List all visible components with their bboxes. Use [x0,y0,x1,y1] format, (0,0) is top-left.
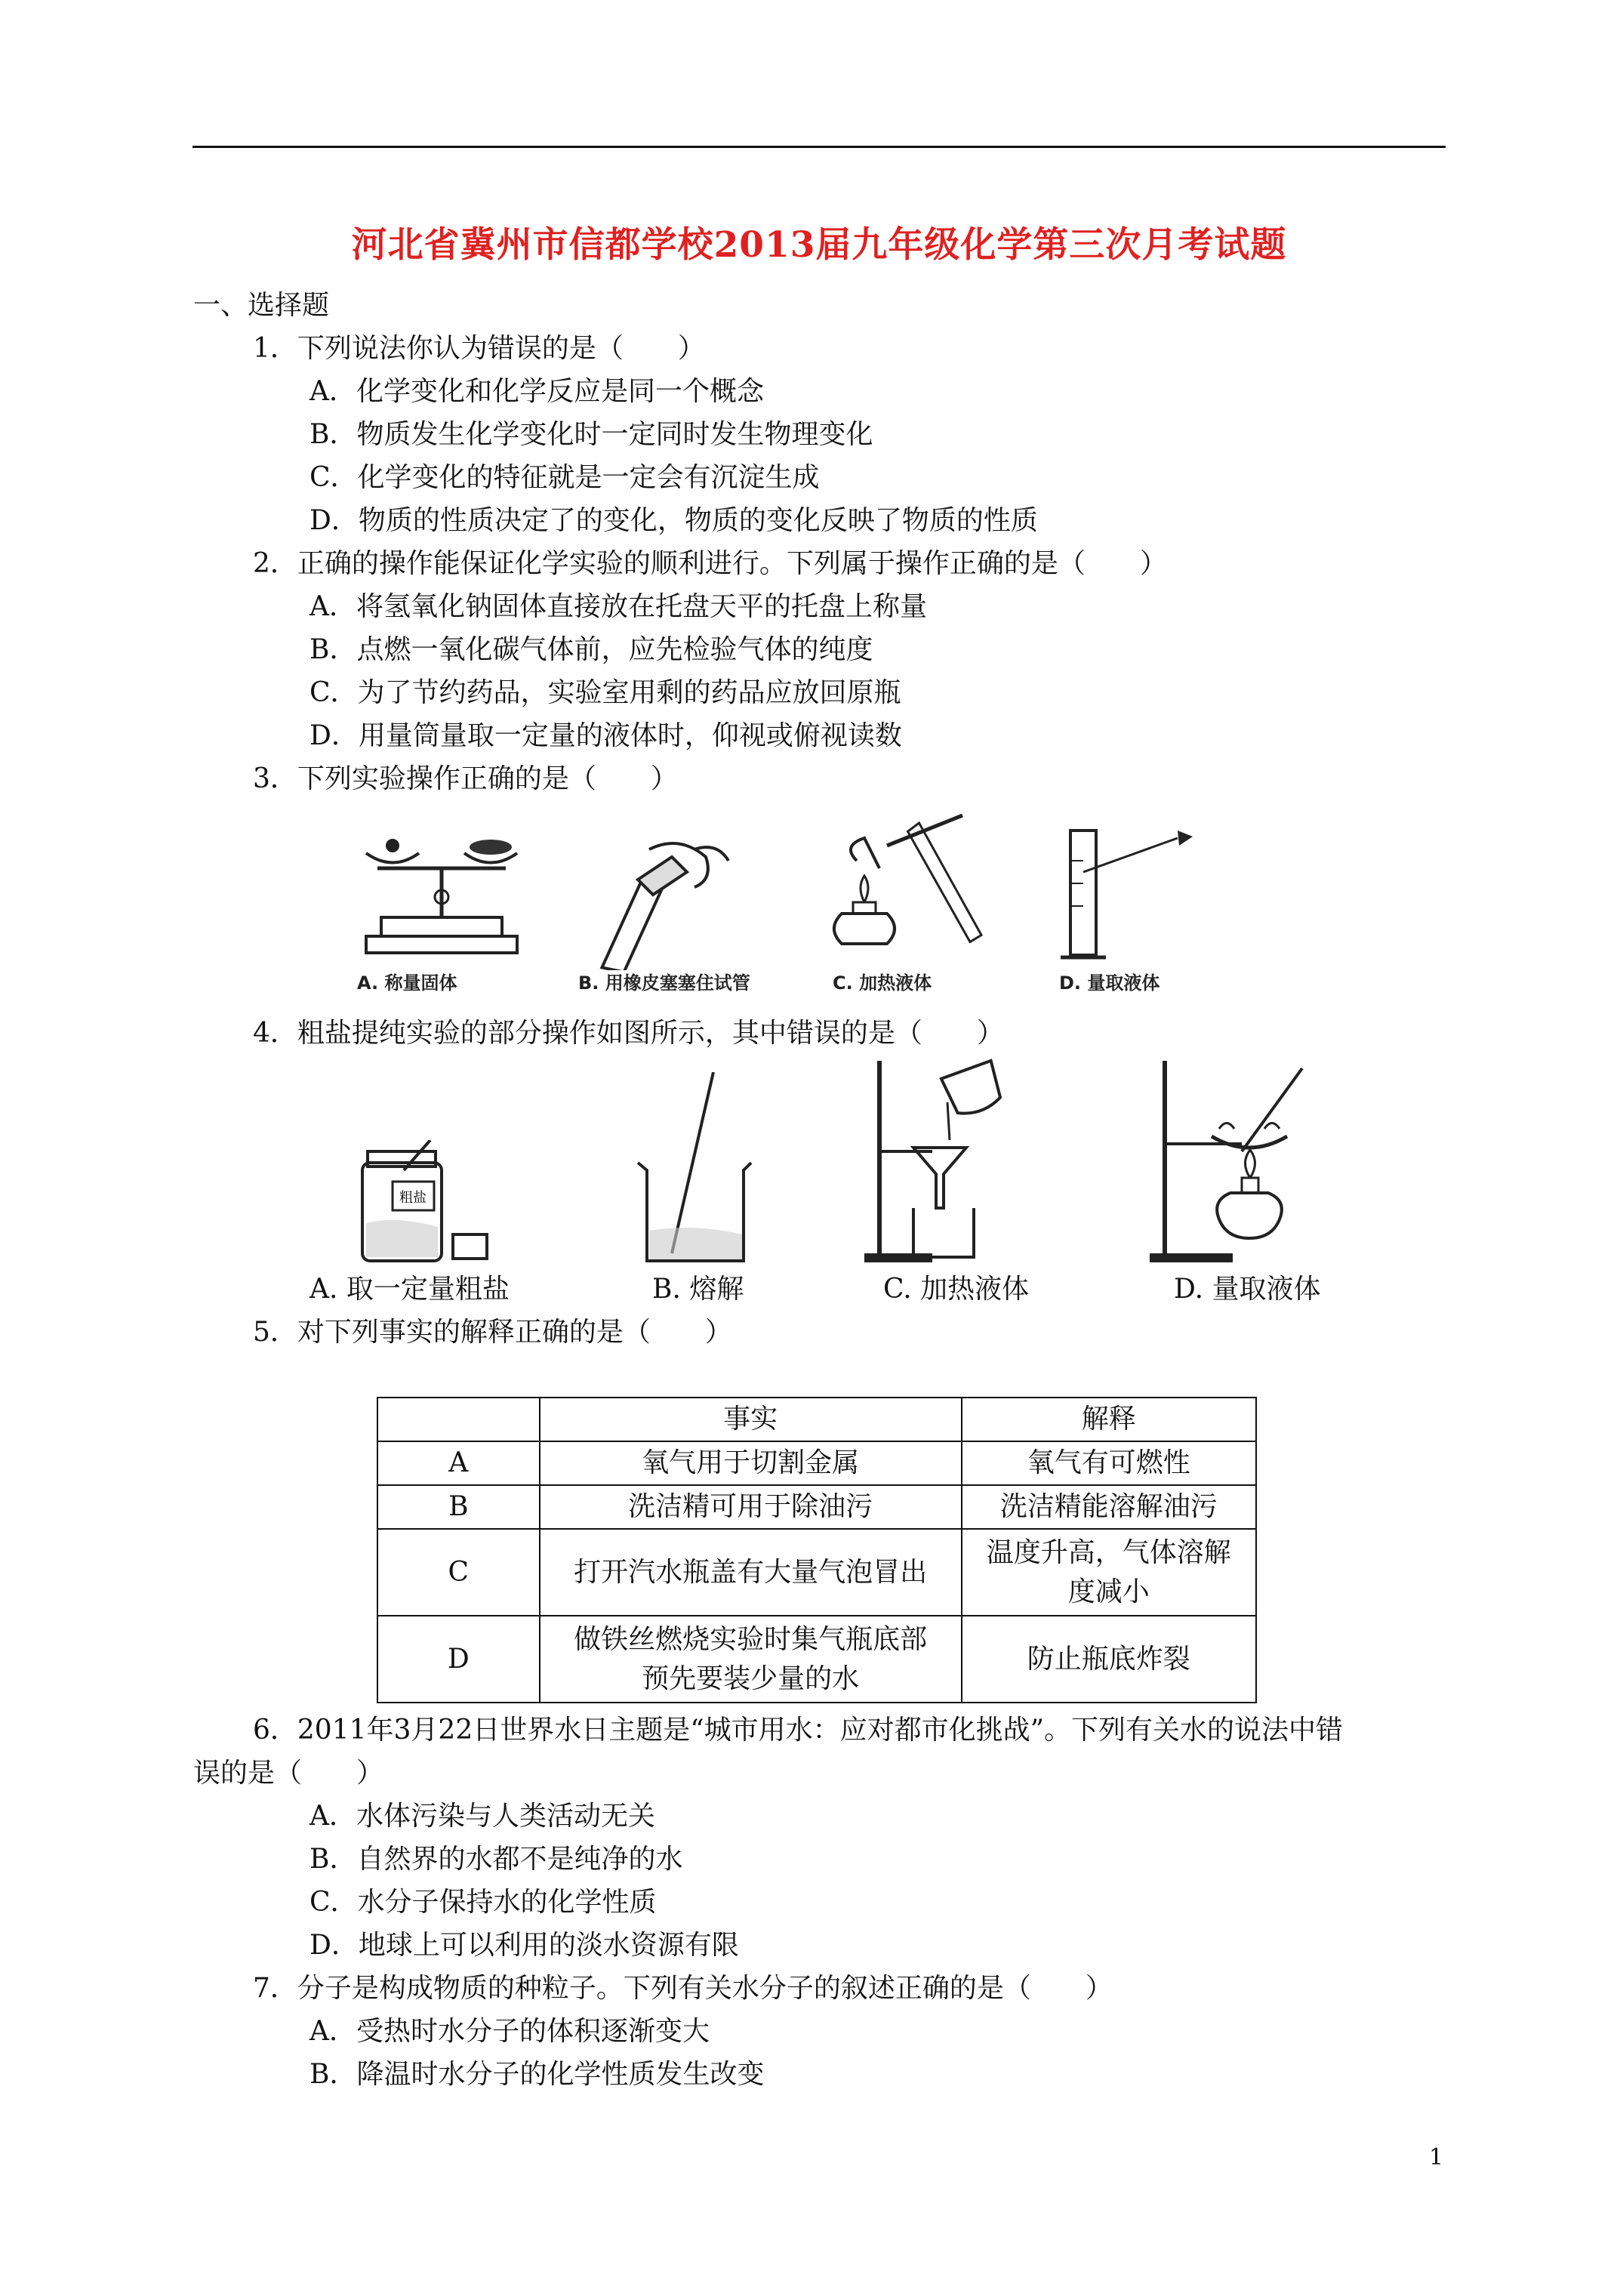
q3-caption-c: C. 加热液体 [833,972,932,994]
heating-liquid-illustration [812,800,993,970]
table-cell: C [377,1529,540,1616]
q3-figure-heating [812,800,993,970]
question-6-option-a: A．水体污染与人类活动无关 [310,1801,655,1832]
question-2-option-b: B．点燃一氧化碳气体前，应先检验气体的纯度 [310,634,873,665]
table-row [377,1441,1256,1485]
q3-figure-balance [351,823,532,966]
table-header-cell: 解释 [962,1398,1256,1441]
q3-caption-d: D. 量取液体 [1059,972,1160,994]
table-cell: 防止瓶底炸裂 [962,1616,1256,1703]
question-6-option-b: B．自然界的水都不是纯净的水 [310,1844,683,1875]
table-row [377,1485,1256,1529]
q4-caption-d: D. 量取液体 [1174,1274,1321,1305]
question-2-stem: 2．正确的操作能保证化学实验的顺利进行。下列属于操作正确的是（ ） [253,548,1167,579]
table-header-cell [377,1398,540,1441]
question-2-option-a: A．将氢氧化钠固体直接放在托盘天平的托盘上称量 [310,591,927,622]
q3-figure-cylinder [1049,815,1200,966]
table-cell: 洗洁精能溶解油污 [962,1485,1256,1529]
table-header-row [377,1398,1256,1441]
question-1-option-a: A．化学变化和化学反应是同一个概念 [310,376,764,407]
balance-illustration [351,823,532,966]
q4-figure-evaporation [1144,1053,1332,1265]
beaker-stirring-illustration [630,1072,759,1265]
table-cell: 温度升高，气体溶解度减小 [962,1529,1256,1616]
question-6-stem-line1: 6．2011年3月22日世界水日主题是“城市用水：应对都市化挑战”。下列有关水的说法中错 [253,1715,1344,1746]
q4-caption-c: C. 加热液体 [883,1274,1030,1305]
table-row [377,1616,1256,1703]
question-2-option-d: D．用量筒量取一定量的液体时，仰视或俯视读数 [310,720,902,751]
q4-caption-b: B. 熔解 [652,1274,744,1305]
graduated-cylinder-illustration [1049,815,1200,966]
table-cell: 打开汽水瓶盖有大量气泡冒出 [540,1529,962,1616]
table-cell: 氧气有可燃性 [962,1441,1256,1485]
section-heading: 一、选择题 [193,290,330,321]
question-4-stem: 4．粗盐提纯实验的部分操作如图所示，其中错误的是（ ） [253,1018,1004,1049]
page-number: 1 [1429,2144,1444,2171]
q3-figure-stopper [566,819,747,970]
question-2-option-c: C．为了节约药品，实验室用剩的药品应放回原瓶 [310,677,901,708]
question-6-option-d: D．地球上可以利用的淡水资源有限 [310,1930,739,1961]
filtration-illustration [861,1053,1049,1265]
q3-caption-b: B. 用橡皮塞塞住试管 [578,972,750,994]
q3-caption-a: A. 称量固体 [357,972,457,994]
question-1-option-c: C．化学变化的特征就是一定会有沉淀生成 [310,462,820,493]
table-cell: D [377,1616,540,1703]
facts-table [377,1397,1257,1703]
question-1-option-d: D．物质的性质决定了的变化，物质的变化反映了物质的性质 [310,505,1038,536]
question-7-option-b: B．降温时水分子的化学性质发生改变 [310,2059,765,2090]
question-5-stem: 5．对下列事实的解释正确的是（ ） [253,1317,732,1348]
table-cell: B [377,1485,540,1529]
test-tube-stopper-illustration [566,819,747,970]
table-cell: 氧气用于切割金属 [540,1441,962,1485]
table-cell: 做铁丝燃烧实验时集气瓶底部预先要装少量的水 [540,1616,962,1703]
question-7-stem: 7．分子是构成物质的种粒子。下列有关水分子的叙述正确的是（ ） [253,1973,1113,2004]
table-row [377,1529,1256,1616]
question-6-option-c: C．水分子保持水的化学性质 [310,1887,657,1918]
page-title: 河北省冀州市信都学校2013届九年级化学第三次月考试题 [351,224,1287,266]
table-cell: A [377,1441,540,1485]
table-header-cell: 事实 [540,1398,962,1441]
question-6-stem-line2: 误的是（ ） [193,1758,384,1789]
question-7-option-a: A．受热时水分子的体积逐渐变大 [310,2016,710,2047]
question-3-stem: 3．下列实验操作正确的是（ ） [253,763,678,794]
q4-figure-filtration [861,1053,1049,1265]
header-rule [192,146,1446,148]
question-1-option-b: B．物质发生化学变化时一定同时发生物理变化 [310,419,873,450]
evaporation-illustration [1144,1053,1332,1265]
q4-figure-jar [351,1140,502,1265]
salt-jar-illustration [351,1140,502,1265]
question-1-stem: 1．下列说法你认为错误的是（ ） [253,333,705,364]
table-cell: 洗洁精可用于除油污 [540,1485,962,1529]
jar-label: 粗盐 [399,1190,427,1206]
q4-caption-a: A. 取一定量粗盐 [310,1274,510,1305]
q4-figure-beaker [630,1072,759,1265]
